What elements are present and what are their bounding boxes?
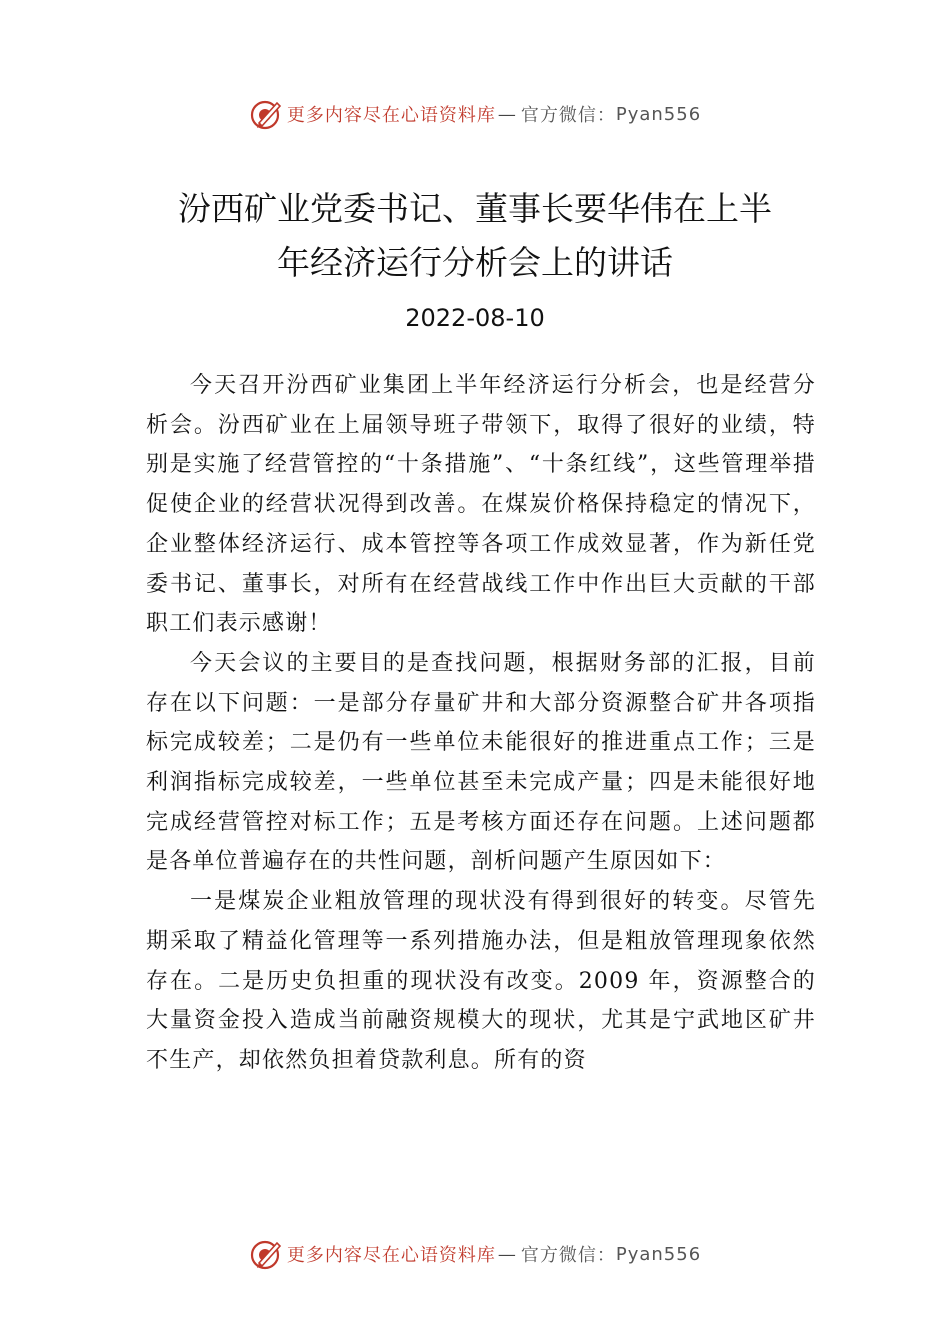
watermark-footer (0, 1234, 950, 1274)
wechat-id: Pyan556 (615, 1243, 702, 1265)
pen-seal-icon (249, 1237, 283, 1271)
watermark-text: 更多内容尽在心语资料库 (286, 1245, 496, 1266)
title-line-1: 汾西矿业党委书记、董事长要华伟在上半 (178, 189, 772, 228)
watermark-separator: — (497, 103, 517, 125)
paragraph-1: 今天召开汾西矿业集团上半年经济运行分析会，也是经营分析会。汾西矿业在上届领导班子带领下，取得了很好的业绩，特别是实施了经营管控的“十条措施”、“十条红线”，这些管理举措促使企业的经营状况得到改善。在煤炭价格保持稳定的情况下，企业整体经济运行、成本管控等各项工作成效显著，作为新任党委书记、董事长，对所有在经营战线工作中作出巨大贡献的干部职工们表示感谢！ (146, 373, 816, 637)
document-title (110, 182, 840, 290)
wechat-label: 官方微信： (520, 105, 616, 126)
document-body (146, 366, 816, 1081)
wechat-label: 官方微信： (520, 1245, 616, 1266)
document-date: 2022-08-10 (405, 304, 545, 332)
title-line-2: 年经济运行分析会上的讲话 (277, 243, 673, 282)
watermark-text: 更多内容尽在心语资料库 (286, 105, 496, 126)
paragraph-3: 一是煤炭企业粗放管理的现状没有得到很好的转变。尽管先期采取了精益化管理等一系列措施办法，但是粗放管理现象依然存在。二是历史负担重的现状没有改变。2009 年，资源整合的大量资金投入造成当前融资规模大的现状，尤其是宁武地区矿井不生产，却依然负担着贷款利息。所有的资 (146, 889, 816, 1073)
pen-seal-icon (249, 97, 283, 131)
watermark-separator: — (497, 1243, 517, 1265)
paragraph-2: 今天会议的主要目的是查找问题，根据财务部的汇报，目前存在以下问题：一是部分存量矿井和大部分资源整合矿井各项指标完成较差；二是仍有一些单位未能很好的推进重点工作；三是利润指标完成较差，一些单位甚至未完成产量；四是未能很好地完成经营管控对标工作；五是考核方面还存在问题。上述问题都是各单位普遍存在的共性问题，剖析问题产生原因如下： (146, 650, 816, 875)
wechat-id: Pyan556 (615, 103, 702, 125)
watermark-header (0, 94, 950, 134)
